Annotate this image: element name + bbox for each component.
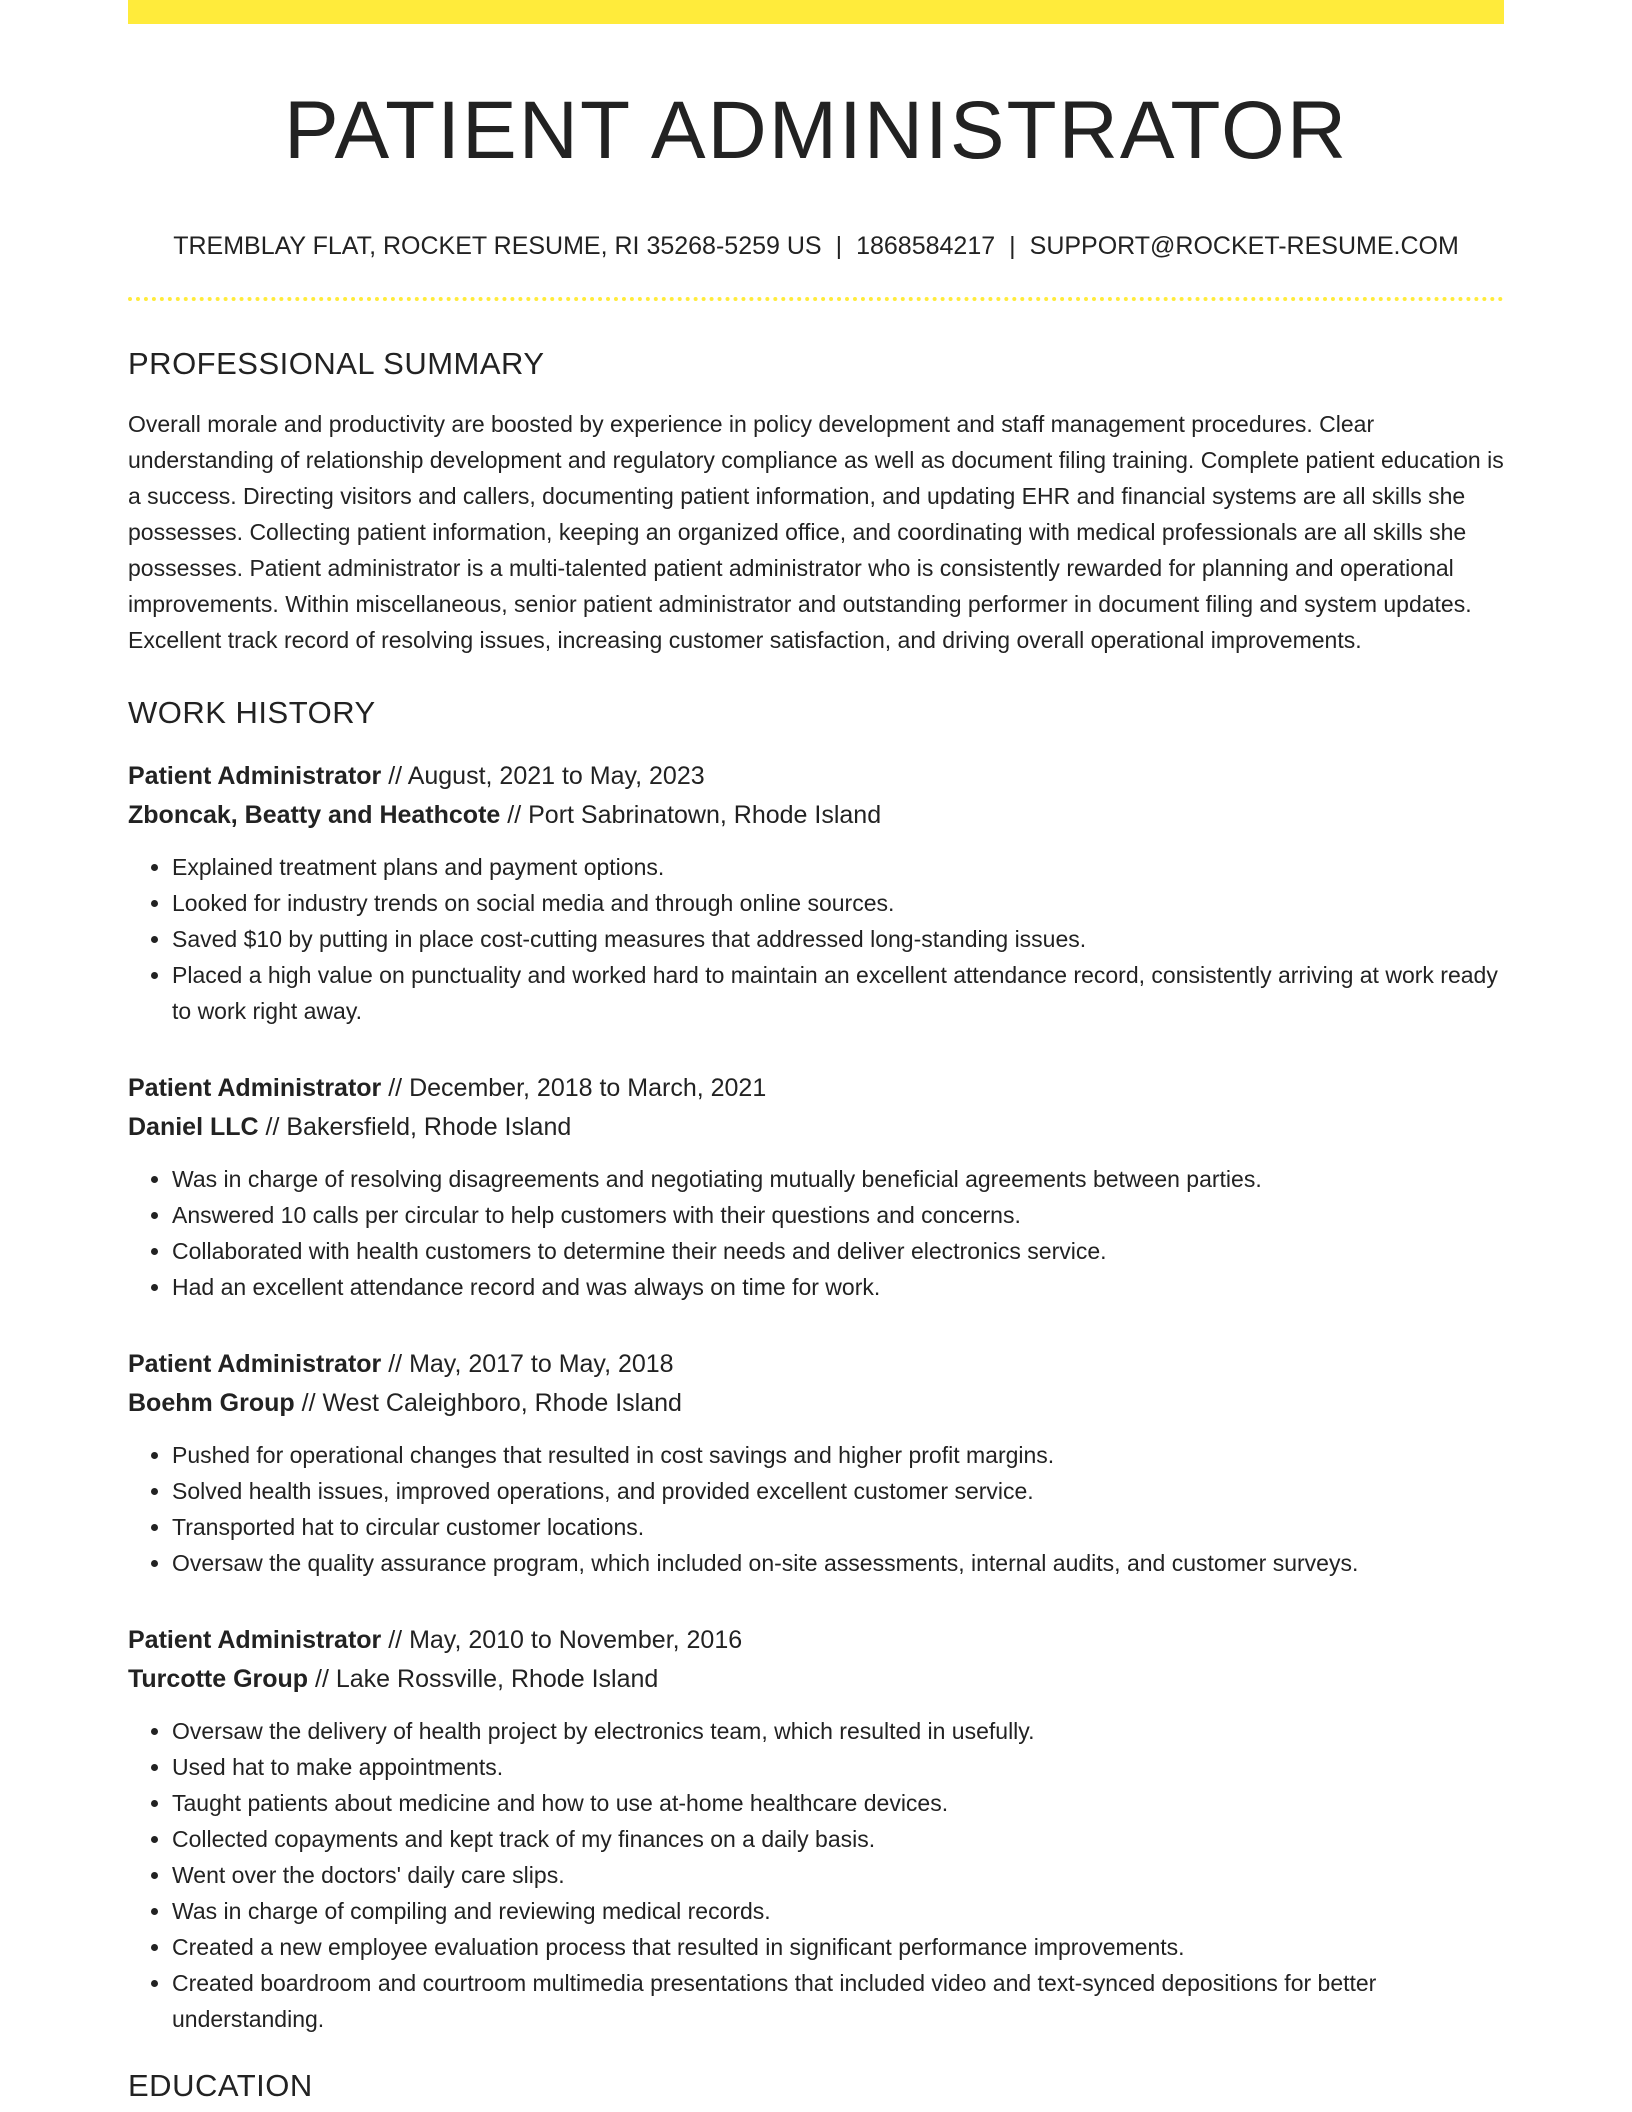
resume-page: [128, 0, 1504, 2104]
job-company: Boehm Group: [128, 1389, 295, 1418]
work-history-heading: WORK HISTORY: [128, 694, 376, 730]
job-bullet: • Collected copayments and kept track of my finances on a daily basis.: [172, 1821, 1504, 1857]
job-bullet: • Saved $10 by putting in place cost-cutting measures that addressed long-standing issues.: [172, 921, 1504, 957]
job-divider: //: [258, 1113, 287, 1142]
job-divider: //: [381, 1350, 410, 1379]
job-title-line: [128, 1345, 1504, 1384]
job-bullet: • Created a new employee evaluation process that resulted in significant performance improvements.: [172, 1929, 1504, 1965]
accent-top-bar: [128, 0, 1504, 24]
job-entry: [128, 1621, 1504, 2037]
contact-separator: |: [835, 232, 843, 261]
contact-line: [128, 230, 1504, 263]
education-heading: EDUCATION: [128, 2068, 313, 2104]
job-location: Bakersfield, Rhode Island: [286, 1113, 572, 1142]
job-bullet: • Went over the doctors' daily care slips.: [172, 1857, 1504, 1893]
contact-separator: |: [1009, 232, 1016, 261]
job-role: Patient Administrator: [128, 762, 382, 791]
summary-text: Overall morale and productivity are boosted by experience in policy development and staff management procedures. Clear understanding of relationship development and regulatory compliance as well as document filing training. Complete patient education is a success. Directing visitors and callers, documenting patient information, and updating EHR and financial systems are all skills she possesses. Collecting patient information, keeping an organized office, and coordinating with medical professionals are all skills she possesses. Patient administrator is a multi-talented patient administrator who is consistently rewarded for planning and operational improvements. Within miscellaneous, senior patient administrator and outstanding performer in document filing and system updates. Excellent track record of resolving issues, increasing customer satisfaction, and driving overall operational improvements.: [128, 410, 1504, 653]
job-entry: [128, 1069, 1504, 1305]
dotted-divider: [128, 297, 1504, 301]
job-bullet: • Oversaw the quality assurance program, which included on-site assessments, internal audits, and customer surveys.: [172, 1545, 1504, 1581]
job-role: Patient Administrator: [128, 1626, 382, 1655]
job-bullet: • Answered 10 calls per circular to help customers with their questions and concerns.: [172, 1197, 1504, 1233]
job-role: Patient Administrator: [128, 1350, 382, 1379]
job-location: Lake Rossville, Rhode Island: [335, 1665, 659, 1694]
contact-address: TREMBLAY FLAT, ROCKET RESUME, RI 35268-5259 US: [173, 232, 822, 261]
job-title-line: [128, 1621, 1504, 1660]
job-dates: May, 2010 to November, 2016: [409, 1626, 743, 1655]
job-company-line: [128, 1384, 1504, 1423]
job-divider: //: [308, 1665, 336, 1694]
job-divider: //: [381, 1074, 410, 1103]
job-entry: [128, 757, 1504, 1029]
job-bullet: • Created boardroom and courtroom multimedia presentations that included video and text-synced depositions for better understanding.: [172, 1965, 1504, 2037]
summary-heading: PROFESSIONAL SUMMARY: [128, 345, 545, 381]
job-bullets: [128, 849, 1504, 1029]
job-location: West Caleighboro, Rhode Island: [322, 1389, 682, 1418]
job-entry: [128, 1345, 1504, 1581]
job-bullet: • Used hat to make appointments.: [172, 1749, 1504, 1785]
job-divider: //: [381, 762, 408, 791]
job-title-line: [128, 757, 1504, 796]
job-role: Patient Administrator: [128, 1074, 382, 1103]
job-company-line: [128, 1660, 1504, 1699]
candidate-name: PATIENT ADMINISTRATOR: [283, 85, 1349, 176]
job-bullet: • Was in charge of compiling and reviewing medical records.: [172, 1893, 1504, 1929]
job-divider: //: [381, 1626, 410, 1655]
job-location: Port Sabrinatown, Rhode Island: [528, 801, 882, 830]
job-company: Daniel LLC: [128, 1113, 259, 1142]
job-bullet: • Pushed for operational changes that resulted in cost savings and higher profit margins.: [172, 1437, 1504, 1473]
job-dates: August, 2021 to May, 2023: [407, 762, 705, 791]
job-bullet: • Placed a high value on punctuality and worked hard to maintain an excellent attendance record, consistently arriving at work ready to work right away.: [172, 957, 1504, 1029]
job-company-line: [128, 796, 1504, 835]
job-bullet: • Looked for industry trends on social media and through online sources.: [172, 885, 1504, 921]
job-bullet: • Transported hat to circular customer locations.: [172, 1509, 1504, 1545]
job-dates: May, 2017 to May, 2018: [409, 1350, 674, 1379]
job-bullet: • Solved health issues, improved operations, and provided excellent customer service.: [172, 1473, 1504, 1509]
job-bullet: • Taught patients about medicine and how to use at-home healthcare devices.: [172, 1785, 1504, 1821]
job-bullets: [128, 1713, 1504, 2037]
job-bullet: • Was in charge of resolving disagreements and negotiating mutually beneficial agreements between parties.: [172, 1161, 1504, 1197]
job-company: Zboncak, Beatty and Heathcote: [128, 801, 501, 830]
contact-phone: 1868584217: [856, 232, 996, 261]
job-bullets: [128, 1161, 1504, 1305]
job-dates: December, 2018 to March, 2021: [409, 1074, 767, 1103]
job-title-line: [128, 1069, 1504, 1108]
job-bullet: • Had an excellent attendance record and was always on time for work.: [172, 1269, 1504, 1305]
job-bullet: • Explained treatment plans and payment options.: [172, 849, 1504, 885]
job-company-line: [128, 1108, 1504, 1147]
job-bullet: • Oversaw the delivery of health project by electronics team, which resulted in usefully.: [172, 1713, 1504, 1749]
job-divider: //: [294, 1389, 323, 1418]
contact-email: SUPPORT@ROCKET-RESUME.COM: [1029, 232, 1459, 261]
job-company: Turcotte Group: [128, 1665, 309, 1694]
job-bullet: • Collaborated with health customers to determine their needs and deliver electronics service.: [172, 1233, 1504, 1269]
job-divider: //: [500, 801, 529, 830]
job-bullets: [128, 1437, 1504, 1581]
work-history-list: [128, 757, 1504, 2037]
